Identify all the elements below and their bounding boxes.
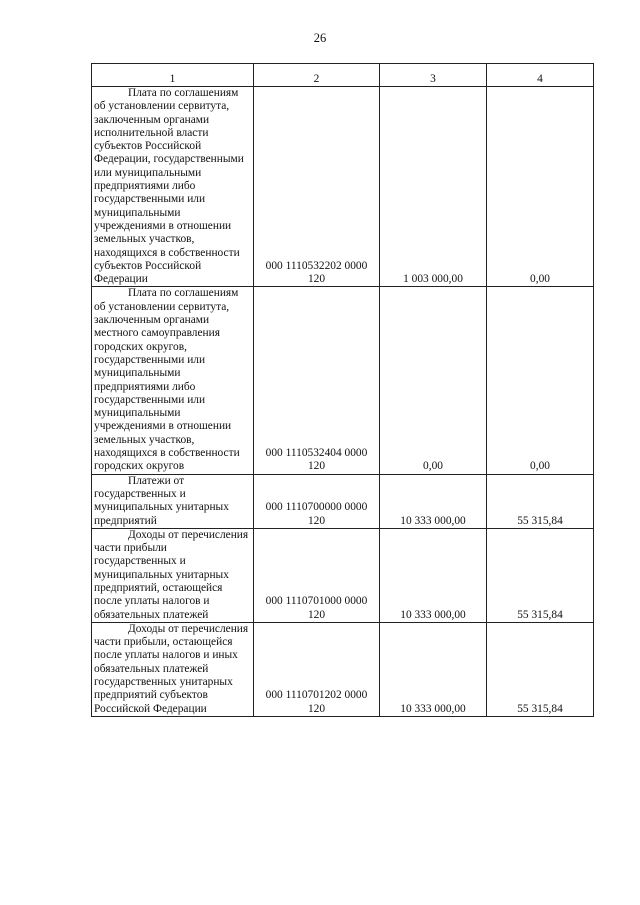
row-actual-value: 0,00 <box>487 287 594 474</box>
row-plan-value: 10 333 000,00 <box>380 622 487 716</box>
row-name-cell <box>92 87 254 287</box>
row-name: Плата по соглашениям об установлении сервитута, заключенным органами исполнительной власти субъектов Российской Федерации, государственными или муниципальными предприятиями либо государственными или муниципальными учреждениями в отношении земельных участков, находящихся в собственности субъектов Российской Федерации <box>94 87 244 286</box>
row-actual-value: 55 315,84 <box>487 528 594 622</box>
row-actual-value: 55 315,84 <box>487 622 594 716</box>
row-name: Плата по соглашениям об установлении сервитута, заключенным органами местного самоуправления городских округов, государственными или муниципальными предприятиями либо государственными или муниципальными учреждениями в отношении земельных участков, находящихся в собственности городских округов <box>94 287 240 473</box>
column-header-2: 2 <box>254 64 380 87</box>
row-name-cell <box>92 474 254 528</box>
row-code: 000 1110701202 0000 120 <box>254 622 380 716</box>
table-row <box>92 474 594 528</box>
row-actual-value: 0,00 <box>487 87 594 287</box>
row-plan-value: 1 003 000,00 <box>380 87 487 287</box>
row-code: 000 1110532202 0000 120 <box>254 87 380 287</box>
row-name-cell <box>92 622 254 716</box>
row-name: Доходы от перечисления части прибыли, остающейся после уплаты налогов и иных обязательных платежей государственных унитарных предприятий субъектов Российской Федерации <box>94 622 249 715</box>
row-plan-value: 0,00 <box>380 287 487 474</box>
table-row <box>92 622 594 716</box>
row-name-cell <box>92 287 254 474</box>
row-name-cell <box>92 528 254 622</box>
table-row <box>92 287 594 474</box>
row-code: 000 1110532404 0000 120 <box>254 287 380 474</box>
row-code: 000 1110700000 0000 120 <box>254 474 380 528</box>
revenue-table <box>91 63 594 717</box>
column-header-4: 4 <box>487 64 594 87</box>
column-header-1: 1 <box>92 64 254 87</box>
table-row <box>92 528 594 622</box>
table-header-row <box>92 64 594 87</box>
page-number: 26 <box>313 31 327 45</box>
table-row <box>92 87 594 287</box>
row-plan-value: 10 333 000,00 <box>380 474 487 528</box>
row-code: 000 1110701000 0000 120 <box>254 528 380 622</box>
row-name: Платежи от государственных и муниципальных унитарных предприятий <box>94 474 229 527</box>
column-header-3: 3 <box>380 64 487 87</box>
row-plan-value: 10 333 000,00 <box>380 528 487 622</box>
row-actual-value: 55 315,84 <box>487 474 594 528</box>
row-name: Доходы от перечисления части прибыли государственных и муниципальных унитарных предприятий, остающейся после уплаты налогов и обязательных платежей <box>94 528 249 621</box>
